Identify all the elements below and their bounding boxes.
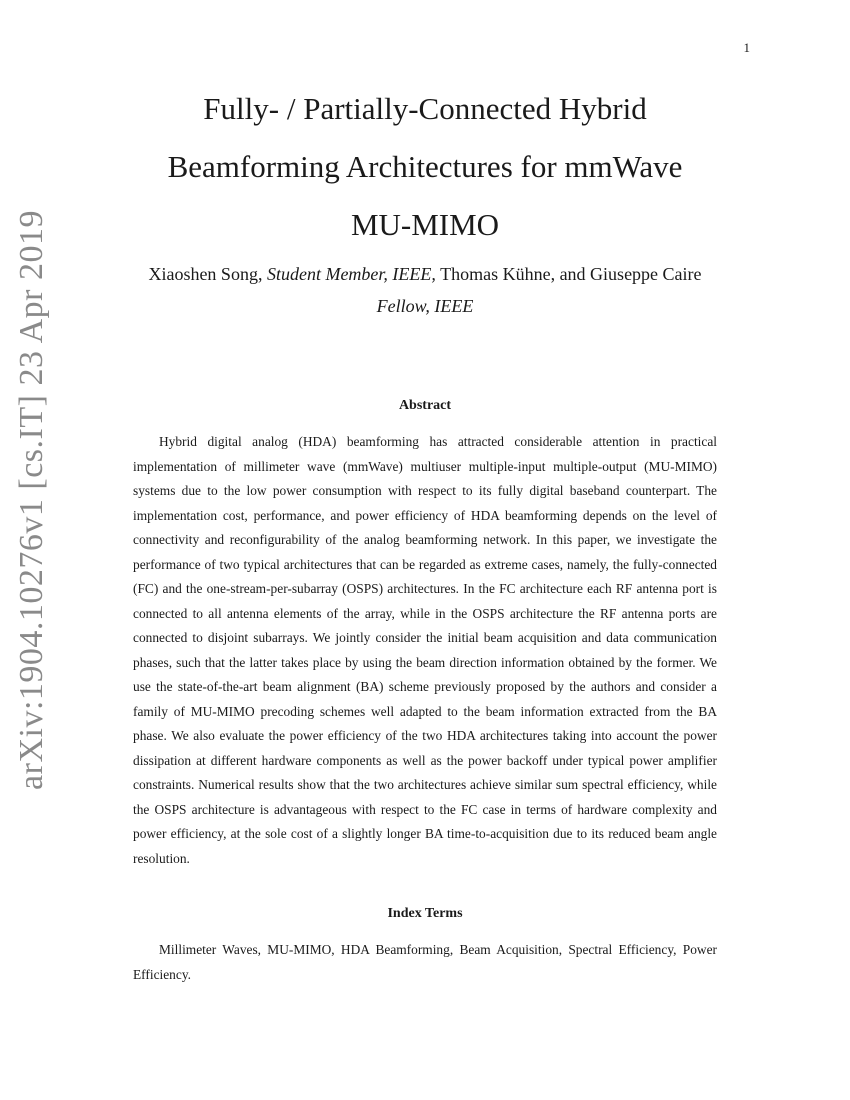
author-affiliation-2: Fellow, IEEE xyxy=(376,296,474,316)
abstract-body: Hybrid digital analog (HDA) beamforming has attracted considerable attention in practical implementation of millimeter wave (mmWave) multiuser multiple-input multiple-output (MU-MIMO) systems due to the low power consumption with respect to its fully digital baseband counterpart. The implementation cost, performance, and power efficiency of HDA beamforming depends on the level of connectivity and reconfigurability of the analog beamforming network. In this paper, we investigate the performance of two typical architectures that can be regarded as extreme cases, namely, the fully-connected (FC) and the one-stream-per-subarray (OSPS) architectures. In the FC architecture each RF antenna port is connected to all antenna elements of the array, while in the OSPS architecture the RF antenna ports are connected to disjoint subarrays. We jointly consider the initial beam acquisition and data communication phases, such that the latter takes place by using the beam direction information obtained by the former. We use the state-of-the-art beam alignment (BA) scheme previously proposed by the authors and consider a family of MU-MIMO precoding schemes well adapted to the beam information extracted from the BA phase. We also evaluate the power efficiency of the two HDA architectures taking into account the power dissipation at different hardware components as well as the power backoff under typical power amplifier constraints. Numerical results show that the two architectures achieve similar sum spectral efficiency, while the OSPS architecture is advantageous with respect to the FC case in terms of hardware complexity and power efficiency, at the sole cost of a slightly longer BA time-to-acquisition due to its reduced beam angle resolution. xyxy=(133,434,717,866)
author-names-rest: Thomas Kühne, and Giuseppe Caire xyxy=(440,264,702,284)
paper-title xyxy=(100,80,750,254)
author-affiliation-line xyxy=(100,290,750,322)
index-terms-body: Millimeter Waves, MU-MIMO, HDA Beamforming, Beam Acquisition, Spectral Efficiency, Power Efficiency. xyxy=(133,942,717,982)
title-line-2: Beamforming Architectures for mmWave xyxy=(167,149,683,184)
author-affiliation-1: Student Member, IEEE, xyxy=(266,264,436,284)
author-name-1: Xiaoshen Song, xyxy=(148,264,263,284)
arxiv-identifier-text: arXiv:1904.10276v1 [cs.IT] 23 Apr 2019 xyxy=(13,210,51,790)
author-block xyxy=(100,258,750,322)
author-line xyxy=(100,258,750,290)
index-terms-heading: Index Terms xyxy=(387,906,463,921)
page-number: 1 xyxy=(743,40,750,55)
title-line-3: MU-MIMO xyxy=(350,207,500,242)
arxiv-identifier-stamp xyxy=(8,210,56,790)
abstract-heading: Abstract xyxy=(398,398,452,413)
title-line-1: Fully- / Partially-Connected Hybrid xyxy=(203,91,647,126)
